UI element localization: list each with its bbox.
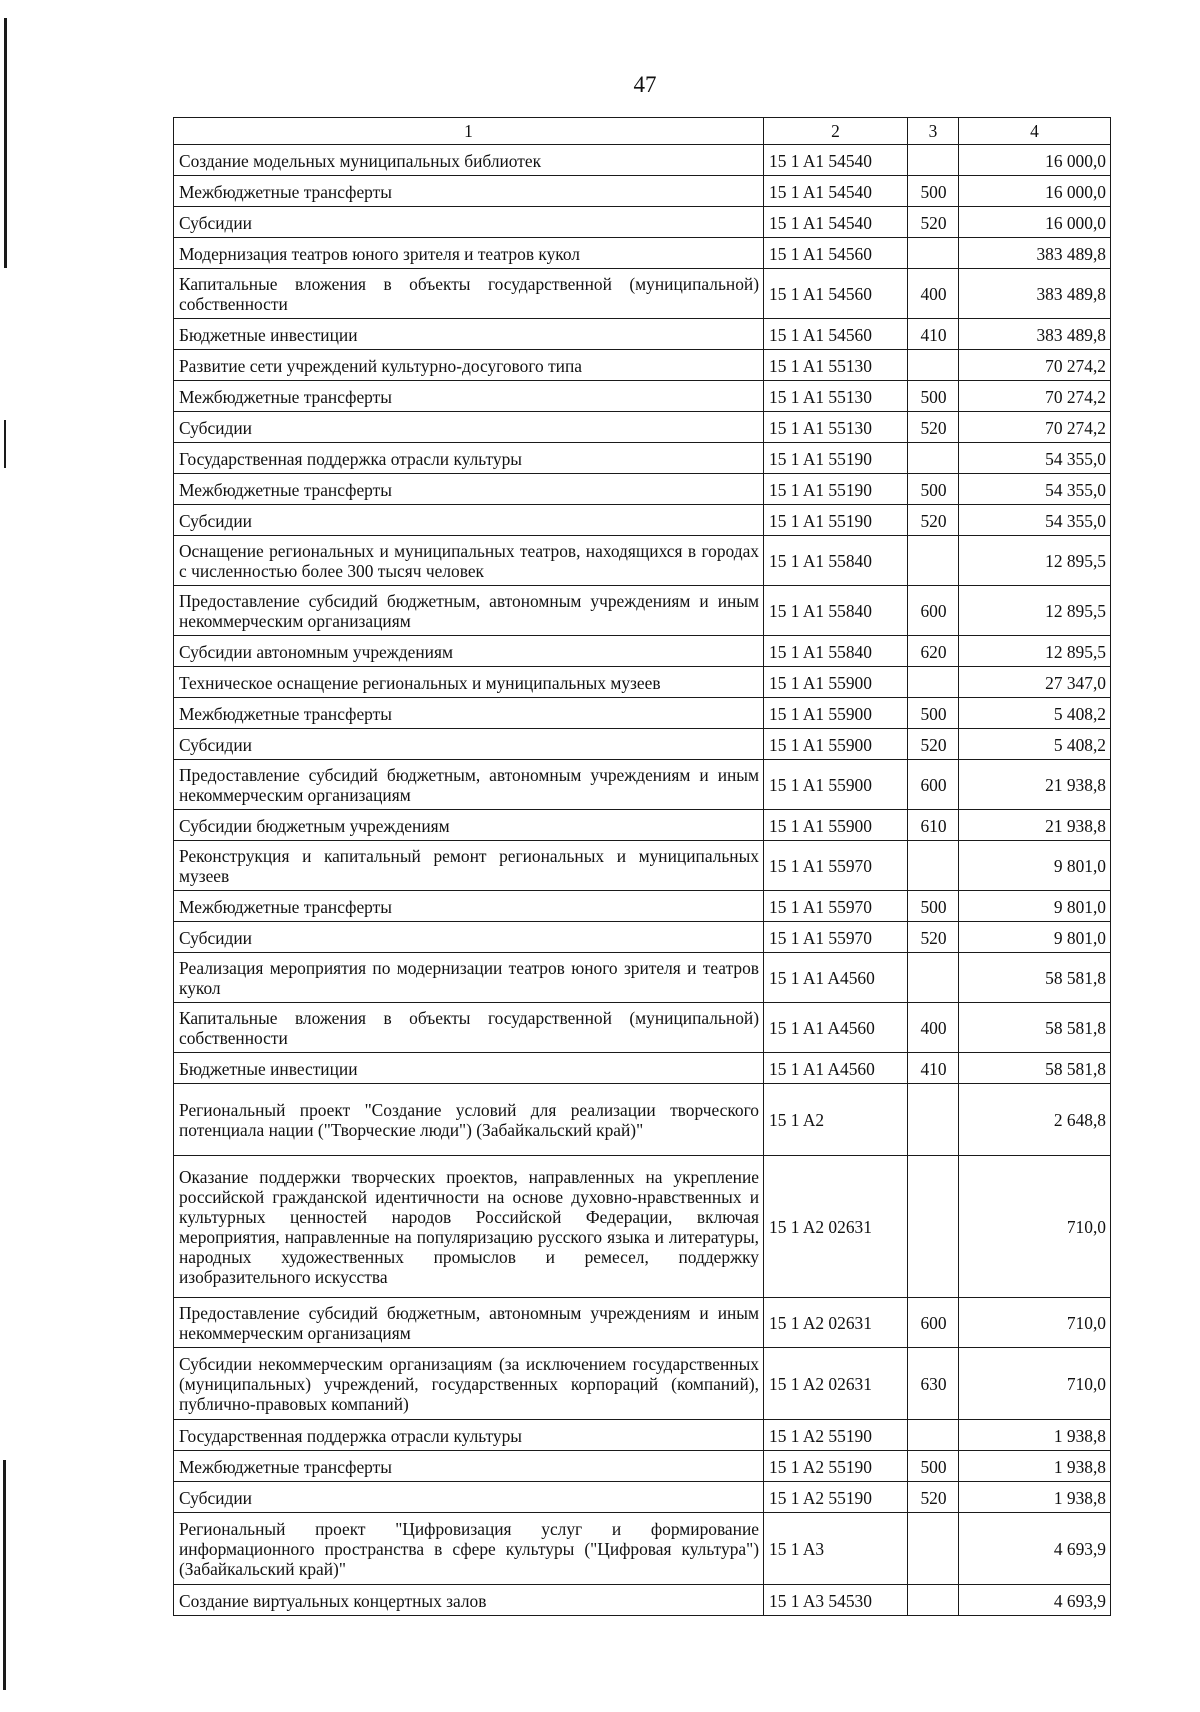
row-amount-cell: 12 895,5 <box>959 586 1111 636</box>
row-type-cell: 520 <box>908 505 959 536</box>
table-row <box>174 667 1111 698</box>
row-amount-cell: 54 355,0 <box>959 474 1111 505</box>
table-row <box>174 1482 1111 1513</box>
row-type-cell: 520 <box>908 729 959 760</box>
row-name-cell: Создание виртуальных концертных залов <box>174 1585 764 1616</box>
table-row <box>174 922 1111 953</box>
row-name-cell: Субсидии автономным учреждениям <box>174 636 764 667</box>
row-name-cell: Предоставление субсидий бюджетным, автономным учреждениям и иным некоммерческим организациям <box>174 586 764 636</box>
table-row <box>174 841 1111 891</box>
row-amount-cell: 383 489,8 <box>959 238 1111 269</box>
row-amount-cell: 54 355,0 <box>959 505 1111 536</box>
row-type-cell: 620 <box>908 636 959 667</box>
row-code-cell: 15 1 A2 <box>764 1084 908 1156</box>
row-name-cell: Техническое оснащение региональных и муниципальных музеев <box>174 667 764 698</box>
row-name-cell: Бюджетные инвестиции <box>174 1053 764 1084</box>
row-type-cell <box>908 536 959 586</box>
row-type-cell <box>908 238 959 269</box>
table-row <box>174 1585 1111 1616</box>
row-amount-cell: 70 274,2 <box>959 381 1111 412</box>
row-name-cell: Межбюджетные трансферты <box>174 176 764 207</box>
row-type-cell <box>908 1084 959 1156</box>
row-amount-cell: 58 581,8 <box>959 1053 1111 1084</box>
page-number: 47 <box>633 72 657 97</box>
row-name-cell: Субсидии <box>174 412 764 443</box>
row-code-cell: 15 1 A2 02631 <box>764 1348 908 1420</box>
row-name-cell: Региональный проект "Цифровизация услуг и формирование информационного пространства в сфере культуры ("Цифровая культура") (Забайкальский край)" <box>174 1513 764 1585</box>
column-header: 2 <box>764 118 908 145</box>
row-code-cell: 15 1 A3 <box>764 1513 908 1585</box>
row-amount-cell: 9 801,0 <box>959 891 1111 922</box>
table-row <box>174 586 1111 636</box>
row-type-cell: 500 <box>908 698 959 729</box>
row-amount-cell: 9 801,0 <box>959 922 1111 953</box>
row-code-cell: 15 1 A2 02631 <box>764 1156 908 1298</box>
row-amount-cell: 710,0 <box>959 1298 1111 1348</box>
table-row <box>174 891 1111 922</box>
row-name-cell: Предоставление субсидий бюджетным, автономным учреждениям и иным некоммерческим организациям <box>174 1298 764 1348</box>
row-type-cell <box>908 1156 959 1298</box>
row-code-cell: 15 1 A1 A4560 <box>764 953 908 1003</box>
column-header: 3 <box>908 118 959 145</box>
scan-edge-line-mid <box>4 420 6 468</box>
row-code-cell: 15 1 A1 55900 <box>764 810 908 841</box>
table-row <box>174 319 1111 350</box>
budget-table <box>173 117 1111 1616</box>
table-row <box>174 1420 1111 1451</box>
row-type-cell: 500 <box>908 381 959 412</box>
row-code-cell: 15 1 A1 55970 <box>764 922 908 953</box>
column-header: 4 <box>959 118 1111 145</box>
row-name-cell: Субсидии <box>174 729 764 760</box>
row-code-cell: 15 1 A1 54560 <box>764 238 908 269</box>
row-type-cell <box>908 145 959 176</box>
row-amount-cell: 5 408,2 <box>959 729 1111 760</box>
row-amount-cell: 5 408,2 <box>959 698 1111 729</box>
row-name-cell: Оказание поддержки творческих проектов, направленных на укрепление российской гражданской идентичности на основе духовно-нравственных и культурных ценностей народов Российской Федерации, включая мероприятия, направленные на популяризацию русского языка и литературы, народных художественных промыслов и ремесел, поддержку изобразительного искусства <box>174 1156 764 1298</box>
row-code-cell: 15 1 A1 A4560 <box>764 1003 908 1053</box>
row-code-cell: 15 1 A1 A4560 <box>764 1053 908 1084</box>
scan-edge-line-top <box>4 18 7 268</box>
row-name-cell: Капитальные вложения в объекты государственной (муниципальной) собственности <box>174 1003 764 1053</box>
row-amount-cell: 1 938,8 <box>959 1451 1111 1482</box>
row-amount-cell: 58 581,8 <box>959 953 1111 1003</box>
row-code-cell: 15 1 A1 55190 <box>764 505 908 536</box>
row-amount-cell: 12 895,5 <box>959 536 1111 586</box>
row-type-cell: 600 <box>908 1298 959 1348</box>
row-name-cell: Межбюджетные трансферты <box>174 381 764 412</box>
table-row <box>174 698 1111 729</box>
row-name-cell: Реконструкция и капитальный ремонт региональных и муниципальных музеев <box>174 841 764 891</box>
table-row <box>174 207 1111 238</box>
table-row <box>174 176 1111 207</box>
row-type-cell: 520 <box>908 207 959 238</box>
row-type-cell: 520 <box>908 1482 959 1513</box>
row-amount-cell: 2 648,8 <box>959 1084 1111 1156</box>
row-code-cell: 15 1 A3 54530 <box>764 1585 908 1616</box>
row-name-cell: Межбюджетные трансферты <box>174 474 764 505</box>
table-row <box>174 1156 1111 1298</box>
row-type-cell: 400 <box>908 269 959 319</box>
row-code-cell: 15 1 A1 54540 <box>764 145 908 176</box>
row-type-cell <box>908 1420 959 1451</box>
row-amount-cell: 16 000,0 <box>959 176 1111 207</box>
row-type-cell <box>908 953 959 1003</box>
table-row <box>174 505 1111 536</box>
row-amount-cell: 383 489,8 <box>959 269 1111 319</box>
row-code-cell: 15 1 A2 02631 <box>764 1298 908 1348</box>
row-type-cell <box>908 667 959 698</box>
table-row <box>174 1003 1111 1053</box>
row-type-cell: 410 <box>908 319 959 350</box>
row-type-cell: 500 <box>908 176 959 207</box>
row-code-cell: 15 1 A1 55840 <box>764 536 908 586</box>
table-row <box>174 810 1111 841</box>
row-name-cell: Создание модельных муниципальных библиотек <box>174 145 764 176</box>
table-body <box>174 145 1111 1616</box>
table-row <box>174 269 1111 319</box>
row-name-cell: Субсидии <box>174 207 764 238</box>
table-row <box>174 1298 1111 1348</box>
row-amount-cell: 58 581,8 <box>959 1003 1111 1053</box>
table-row <box>174 760 1111 810</box>
row-name-cell: Субсидии <box>174 1482 764 1513</box>
row-name-cell: Межбюджетные трансферты <box>174 891 764 922</box>
row-amount-cell: 710,0 <box>959 1156 1111 1298</box>
row-type-cell <box>908 443 959 474</box>
row-code-cell: 15 1 A1 54540 <box>764 207 908 238</box>
table-row <box>174 443 1111 474</box>
row-amount-cell: 70 274,2 <box>959 350 1111 381</box>
row-amount-cell: 27 347,0 <box>959 667 1111 698</box>
table-row <box>174 350 1111 381</box>
row-name-cell: Региональный проект "Создание условий для реализации творческого потенциала нации ("Творческие люди") (Забайкальский край)" <box>174 1084 764 1156</box>
row-type-cell: 410 <box>908 1053 959 1084</box>
row-code-cell: 15 1 A1 55840 <box>764 586 908 636</box>
row-type-cell <box>908 841 959 891</box>
table-row <box>174 238 1111 269</box>
row-type-cell: 500 <box>908 1451 959 1482</box>
row-amount-cell: 12 895,5 <box>959 636 1111 667</box>
row-type-cell: 500 <box>908 474 959 505</box>
table-row <box>174 1053 1111 1084</box>
table-row <box>174 412 1111 443</box>
table-row <box>174 474 1111 505</box>
row-name-cell: Субсидии некоммерческим организациям (за исключением государственных (муниципальных) учреждений, государственных корпораций (компаний), публично-правовых компаний) <box>174 1348 764 1420</box>
row-amount-cell: 54 355,0 <box>959 443 1111 474</box>
row-name-cell: Развитие сети учреждений культурно-досугового типа <box>174 350 764 381</box>
row-name-cell: Реализация мероприятия по модернизации театров юного зрителя и театров кукол <box>174 953 764 1003</box>
row-code-cell: 15 1 A2 55190 <box>764 1482 908 1513</box>
row-code-cell: 15 1 A1 55130 <box>764 350 908 381</box>
row-code-cell: 15 1 A1 55130 <box>764 381 908 412</box>
table-row <box>174 1084 1111 1156</box>
row-code-cell: 15 1 A1 55970 <box>764 841 908 891</box>
table-row <box>174 145 1111 176</box>
table-row <box>174 381 1111 412</box>
row-amount-cell: 16 000,0 <box>959 145 1111 176</box>
row-code-cell: 15 1 A1 54540 <box>764 176 908 207</box>
row-type-cell: 520 <box>908 412 959 443</box>
row-code-cell: 15 1 A1 55840 <box>764 636 908 667</box>
row-name-cell: Предоставление субсидий бюджетным, автономным учреждениям и иным некоммерческим организациям <box>174 760 764 810</box>
column-header: 1 <box>174 118 764 145</box>
row-code-cell: 15 1 A1 55900 <box>764 760 908 810</box>
row-type-cell <box>908 1513 959 1585</box>
table-row <box>174 953 1111 1003</box>
row-code-cell: 15 1 A1 54560 <box>764 269 908 319</box>
row-code-cell: 15 1 A1 55900 <box>764 729 908 760</box>
row-type-cell: 520 <box>908 922 959 953</box>
row-type-cell: 600 <box>908 586 959 636</box>
row-amount-cell: 4 693,9 <box>959 1585 1111 1616</box>
row-amount-cell: 1 938,8 <box>959 1482 1111 1513</box>
row-name-cell: Субсидии <box>174 505 764 536</box>
row-amount-cell: 21 938,8 <box>959 760 1111 810</box>
row-name-cell: Государственная поддержка отрасли культуры <box>174 1420 764 1451</box>
row-amount-cell: 4 693,9 <box>959 1513 1111 1585</box>
row-name-cell: Бюджетные инвестиции <box>174 319 764 350</box>
table-row <box>174 729 1111 760</box>
row-name-cell: Субсидии бюджетным учреждениям <box>174 810 764 841</box>
table-row <box>174 1451 1111 1482</box>
row-amount-cell: 9 801,0 <box>959 841 1111 891</box>
row-code-cell: 15 1 A1 55970 <box>764 891 908 922</box>
row-name-cell: Капитальные вложения в объекты государственной (муниципальной) собственности <box>174 269 764 319</box>
row-amount-cell: 1 938,8 <box>959 1420 1111 1451</box>
row-name-cell: Межбюджетные трансферты <box>174 698 764 729</box>
row-name-cell: Оснащение региональных и муниципальных театров, находящихся в городах с численностью более 300 тысяч человек <box>174 536 764 586</box>
row-code-cell: 15 1 A1 55190 <box>764 443 908 474</box>
table-row <box>174 1348 1111 1420</box>
row-type-cell: 500 <box>908 891 959 922</box>
row-type-cell <box>908 350 959 381</box>
row-type-cell: 630 <box>908 1348 959 1420</box>
row-amount-cell: 383 489,8 <box>959 319 1111 350</box>
row-name-cell: Межбюджетные трансферты <box>174 1451 764 1482</box>
row-type-cell: 610 <box>908 810 959 841</box>
row-amount-cell: 710,0 <box>959 1348 1111 1420</box>
row-amount-cell: 70 274,2 <box>959 412 1111 443</box>
row-code-cell: 15 1 A1 54560 <box>764 319 908 350</box>
row-code-cell: 15 1 A2 55190 <box>764 1451 908 1482</box>
header-row <box>174 118 1111 145</box>
row-name-cell: Государственная поддержка отрасли культуры <box>174 443 764 474</box>
table-row <box>174 636 1111 667</box>
row-name-cell: Модернизация театров юного зрителя и театров кукол <box>174 238 764 269</box>
row-amount-cell: 16 000,0 <box>959 207 1111 238</box>
row-type-cell <box>908 1585 959 1616</box>
row-amount-cell: 21 938,8 <box>959 810 1111 841</box>
row-code-cell: 15 1 A2 55190 <box>764 1420 908 1451</box>
row-code-cell: 15 1 A1 55900 <box>764 698 908 729</box>
row-name-cell: Субсидии <box>174 922 764 953</box>
row-code-cell: 15 1 A1 55190 <box>764 474 908 505</box>
row-code-cell: 15 1 A1 55900 <box>764 667 908 698</box>
row-code-cell: 15 1 A1 55130 <box>764 412 908 443</box>
scan-edge-line-bottom <box>3 1460 6 1690</box>
table-row <box>174 1513 1111 1585</box>
row-type-cell: 400 <box>908 1003 959 1053</box>
table-row <box>174 536 1111 586</box>
row-type-cell: 600 <box>908 760 959 810</box>
